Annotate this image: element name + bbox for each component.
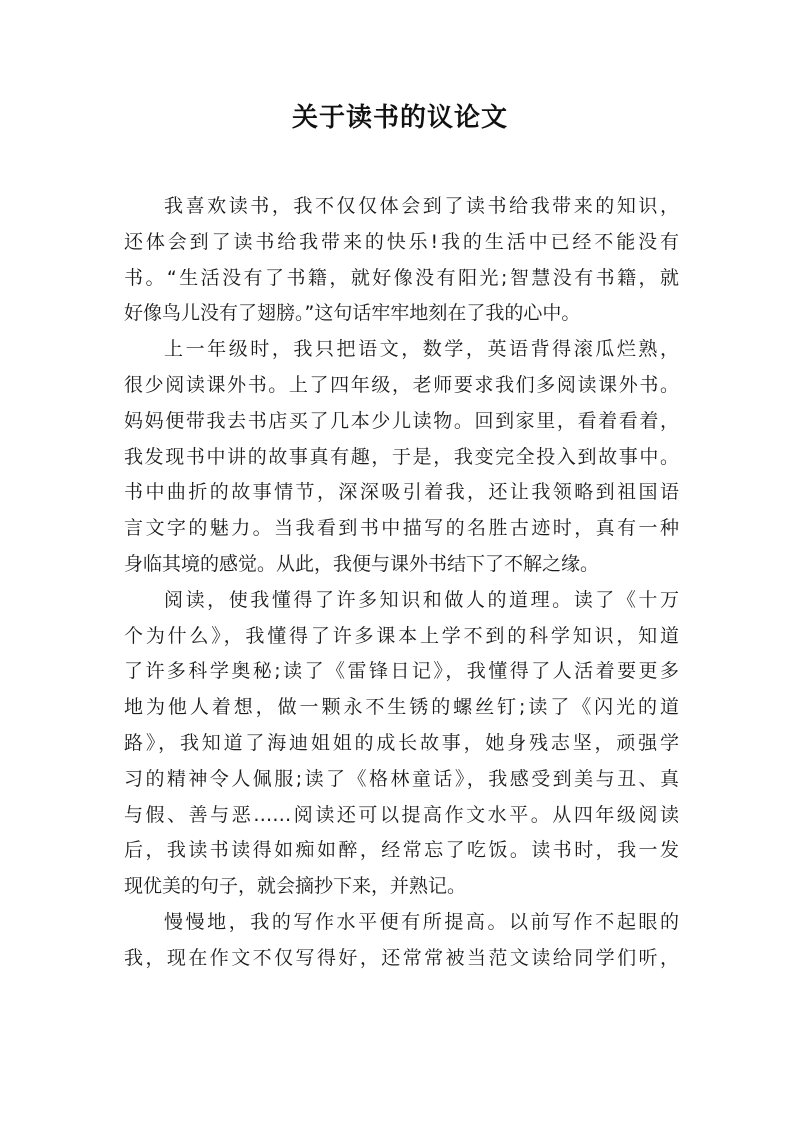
text-line: 与假、善与恶……阅读还可以提高作文水平。从四年级阅读 (124, 803, 679, 826)
text-line: 我发现书中讲的故事真有趣，于是，我变完全投入到故事中。 (124, 445, 679, 468)
text-line: 我，现在作文不仅写得好，还常常被当范文读给同学们听， (124, 946, 679, 969)
paragraph (124, 583, 679, 905)
paragraph (124, 905, 679, 977)
text-line: 妈妈便带我去书店买了几本少儿读物。回到家里，看着看着， (124, 409, 679, 432)
text-line: 书中曲折的故事情节，深深吸引着我，还让我领略到祖国语 (124, 481, 679, 504)
text-line: 书。“生活没有了书籍，就好像没有阳光;智慧没有书籍，就 (124, 266, 679, 289)
document-body (124, 189, 679, 977)
text-line: 后，我读书读得如痴如醉，经常忘了吃饭。读书时，我一发 (124, 839, 679, 862)
text-line: 好像鸟儿没有了翅膀。”这句话牢牢地刻在了我的心中。 (124, 302, 581, 325)
document-title: 关于读书的议论文 (291, 103, 508, 133)
text-line: 上一年级时，我只把语文，数学，英语背得滚瓜烂熟， (164, 338, 679, 361)
text-line: 身临其境的感觉。从此，我便与课外书结下了不解之缘。 (124, 552, 600, 575)
text-line: 很少阅读课外书。上了四年级，老师要求我们多阅读课外书。 (124, 373, 679, 396)
text-line: 现优美的句子，就会摘抄下来，并熟记。 (124, 875, 467, 898)
text-line: 言文字的魅力。当我看到书中描写的名胜古迹时，真有一种 (124, 517, 679, 540)
text-line: 了许多科学奥秘;读了《雷锋日记》，我懂得了人活着要更多 (124, 660, 679, 683)
paragraph (124, 332, 679, 583)
text-line: 我喜欢读书，我不仅仅体会到了读书给我带来的知识， (164, 195, 679, 217)
text-line: 地为他人着想，做一颗永不生锈的螺丝钉;读了《闪光的道 (124, 696, 679, 719)
paragraph (124, 189, 679, 332)
text-line: 还体会到了读书给我带来的快乐!我的生活中已经不能没有 (124, 230, 679, 253)
text-line: 慢慢地，我的写作水平便有所提高。以前写作不起眼的 (164, 910, 679, 933)
text-line: 阅读，使我懂得了许多知识和做人的道理。读了《十万 (164, 588, 679, 611)
text-line: 习的精神令人佩服;读了《格林童话》，我感受到美与丑、真 (124, 767, 679, 790)
text-line: 路》，我知道了海迪姐姐的成长故事，她身残志坚，顽强学 (124, 731, 679, 754)
text-line: 个为什么》，我懂得了许多课本上学不到的科学知识，知道 (124, 624, 679, 647)
